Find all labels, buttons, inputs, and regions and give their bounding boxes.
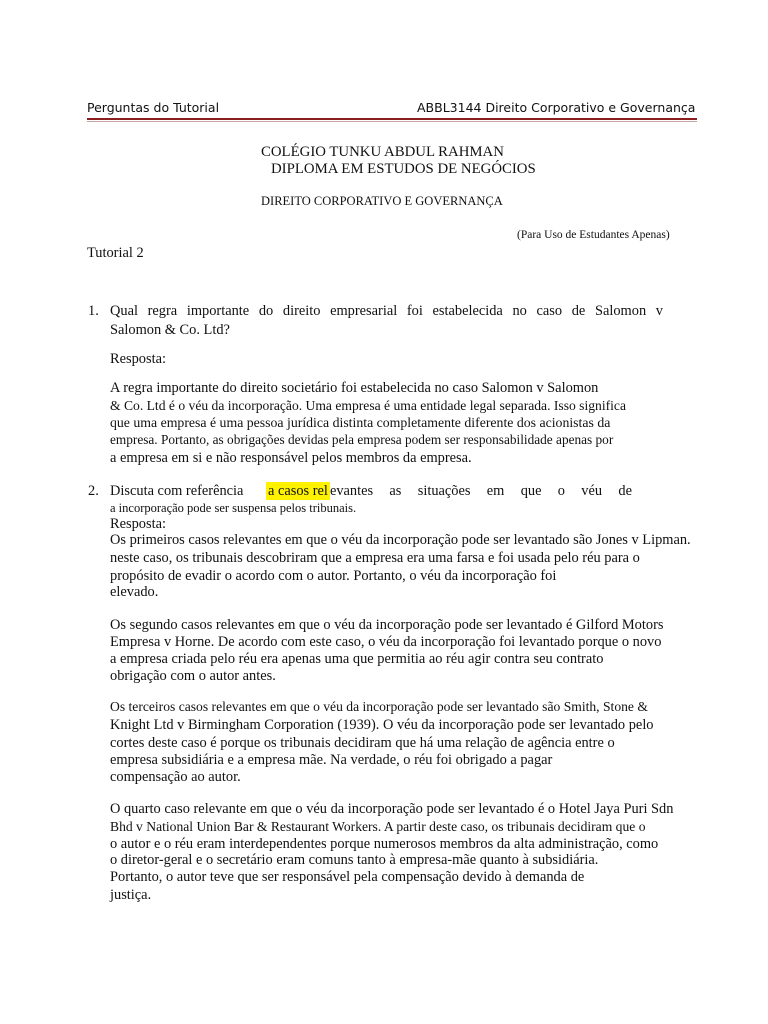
q2-para1-line: propósito de evadir o acordo com o autor. Portanto, o véu da incorporação foi bbox=[110, 568, 557, 584]
q1-answer-line: que uma empresa é uma pessoa jurídica distinta completamente diferente dos acionistas da bbox=[110, 415, 611, 430]
q2-para4-line: Bhd v National Union Bar & Restaurant Workers. A partir deste caso, os tribunais decidiram que o bbox=[110, 819, 646, 834]
q2-para2-line: a empresa criada pelo réu era apenas uma que permitia ao réu agir contra seu contrato bbox=[110, 651, 604, 667]
q2-answer-label: Resposta: bbox=[110, 516, 166, 532]
q2-para4-line: o diretor-geral e o secretário eram comuns tanto à empresa-mãe quanto à subsidiária. bbox=[110, 852, 599, 868]
q2-text-post: evantes as situações em que o véu de bbox=[329, 483, 632, 499]
q2-text-highlight: a casos rel bbox=[268, 483, 328, 499]
q2-para4-line: justiça. bbox=[110, 887, 152, 903]
q1-text-line2: Salomon & Co. Ltd? bbox=[110, 322, 230, 338]
q2-number: 2. bbox=[88, 483, 99, 499]
q2-text-line1 bbox=[110, 482, 632, 500]
q1-text-line1: Qual regra importante do direito empresarial foi estabelecida no caso de Salomon v bbox=[110, 303, 663, 319]
q2-para4-line: Portanto, o autor teve que ser responsável pela compensação devido à demanda de bbox=[110, 869, 585, 885]
q2-para3-line: empresa subsidiária e a empresa mãe. Na verdade, o réu foi obrigado a pagar bbox=[110, 752, 553, 768]
q1-answer-label: Resposta: bbox=[110, 351, 166, 367]
q2-para2-line: Os segundo casos relevantes em que o véu da incorporação pode ser levantado é Gilford Motors bbox=[110, 617, 664, 633]
q2-para1-line: Os primeiros casos relevantes em que o véu da incorporação pode ser levantado são Jones v Lipman. bbox=[110, 532, 691, 548]
header-rule bbox=[87, 118, 697, 120]
q2-para3-line: Os terceiros casos relevantes em que o véu da incorporação pode ser levantado são Smith, Stone & bbox=[110, 699, 648, 714]
q2-para1-line: elevado. bbox=[110, 584, 159, 600]
q2-para3-line: Knight Ltd v Birmingham Corporation (1939). O véu da incorporação pode ser levantado pelo bbox=[110, 717, 654, 733]
subject-title: DIREITO CORPORATIVO E GOVERNANÇA bbox=[261, 194, 503, 208]
q2-para4-line: O quarto caso relevante em que o véu da incorporação pode ser levantado é o Hotel Jaya Puri Sdn bbox=[110, 801, 674, 817]
usage-note: (Para Uso de Estudantes Apenas) bbox=[517, 229, 670, 241]
q2-para3-line: compensação ao autor. bbox=[110, 769, 241, 785]
q2-text-pre: Discuta com referência bbox=[110, 483, 244, 499]
q1-answer-line: & Co. Ltd é o véu da incorporação. Uma empresa é uma entidade legal separada. Isso significa bbox=[110, 398, 626, 413]
q2-para2-line: Empresa v Horne. De acordo com este caso, o véu da incorporação foi levantado porque o novo bbox=[110, 634, 662, 650]
header-right: ABBL3144 Direito Corporativo e Governança bbox=[417, 100, 696, 115]
q2-para2-line: obrigação com o autor antes. bbox=[110, 668, 276, 684]
q2-text-line2: a incorporação pode ser suspensa pelos tribunais. bbox=[110, 501, 357, 515]
tutorial-label: Tutorial 2 bbox=[87, 245, 144, 261]
diploma-name: DIPLOMA EM ESTUDOS DE NEGÓCIOS bbox=[271, 161, 536, 177]
header-rule-shadow bbox=[87, 121, 697, 122]
q2-para4-line: o autor e o réu eram interdependentes porque numerosos membros da alta administração, como bbox=[110, 836, 659, 852]
q2-para3-line: cortes deste caso é porque os tribunais decidiram que há uma relação de agência entre o bbox=[110, 735, 615, 751]
q1-answer-line: a empresa em si e não responsável pelos membros da empresa. bbox=[110, 450, 472, 466]
q2-para1-line: neste caso, os tribunais descobriram que a empresa era uma farsa e foi usada pelo réu para o bbox=[110, 550, 640, 566]
header-left: Perguntas do Tutorial bbox=[87, 100, 220, 115]
q1-answer-line: empresa. Portanto, as obrigações devidas pela empresa podem ser responsabilidade apenas por bbox=[110, 432, 614, 447]
college-name: COLÉGIO TUNKU ABDUL RAHMAN bbox=[261, 144, 504, 160]
q1-number: 1. bbox=[88, 303, 99, 319]
q1-answer-line: A regra importante do direito societário foi estabelecida no caso Salomon v Salomon bbox=[110, 380, 599, 396]
